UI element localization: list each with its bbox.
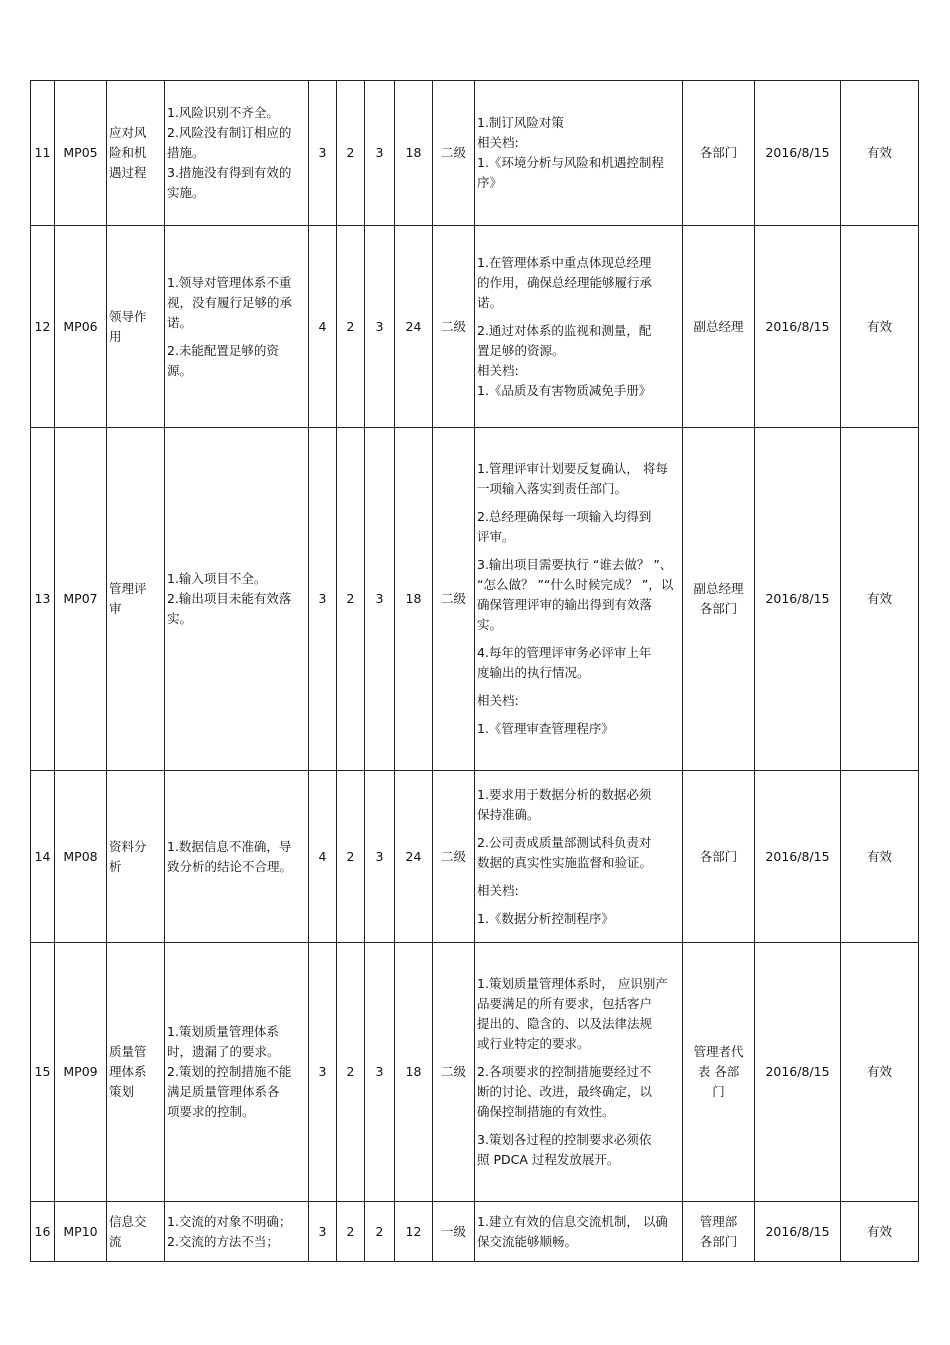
status-value: 有效 bbox=[866, 848, 892, 864]
measure-line: 3.输出项目需要执行 “谁去做？ ”、 bbox=[477, 557, 673, 572]
row-number: 14 bbox=[34, 848, 51, 864]
risk-line: 诺。 bbox=[167, 314, 193, 330]
severity-value: 3 bbox=[318, 1064, 327, 1079]
measures-cell bbox=[475, 81, 683, 226]
department-line: 管理部 bbox=[699, 1213, 738, 1229]
risk-line: 1.交流的对象不明确； bbox=[167, 1213, 292, 1229]
risk-level-cell bbox=[433, 81, 475, 226]
rpn-value: 18 bbox=[405, 1064, 422, 1079]
severity-cell bbox=[309, 1202, 337, 1262]
risk-description-cell bbox=[165, 771, 309, 943]
measure-line: 度输出的执行情况。 bbox=[477, 665, 590, 680]
detection-value: 3 bbox=[375, 848, 384, 864]
status-value: 有效 bbox=[866, 1064, 892, 1079]
risk-level: 一级 bbox=[440, 1223, 466, 1239]
measure-line: 1.《管理审查管理程序》 bbox=[477, 721, 614, 736]
process-code-cell bbox=[55, 1202, 107, 1262]
risk-line: 1.领导对管理体系不重 bbox=[167, 274, 292, 290]
process-code-cell bbox=[55, 81, 107, 226]
measure-line: 相关档: bbox=[477, 362, 519, 378]
department-cell bbox=[683, 943, 755, 1202]
status-value: 有效 bbox=[866, 318, 892, 334]
measure-line: 置足够的资源。 bbox=[477, 342, 565, 358]
measure-line: 诺。 bbox=[477, 294, 503, 310]
date-value: 2016/8/15 bbox=[765, 848, 830, 864]
department-cell bbox=[683, 226, 755, 428]
department-line: 各部门 bbox=[699, 145, 738, 160]
occurrence-cell bbox=[337, 771, 365, 943]
rpn-value: 18 bbox=[405, 145, 422, 160]
risk-line: 1.风险识别不齐全。 bbox=[167, 105, 279, 120]
date-value: 2016/8/15 bbox=[765, 1064, 830, 1079]
occurrence-cell bbox=[337, 943, 365, 1202]
status-value: 有效 bbox=[866, 1223, 892, 1239]
status-cell bbox=[841, 1202, 919, 1262]
severity-cell bbox=[309, 771, 337, 943]
process-code: MP08 bbox=[63, 848, 98, 864]
measures-cell bbox=[475, 771, 683, 943]
process-code: MP07 bbox=[63, 591, 98, 606]
process-name-line: 领导作 bbox=[109, 308, 147, 324]
risk-line: 1.输入项目不全。 bbox=[167, 571, 267, 586]
row-number: 15 bbox=[34, 1064, 51, 1079]
risk-line: 2.策划的控制措施不能 bbox=[167, 1064, 292, 1079]
department-cell bbox=[683, 1202, 755, 1262]
row-number-cell bbox=[31, 771, 55, 943]
measures-cell bbox=[475, 428, 683, 771]
paragraph-gap bbox=[167, 333, 306, 341]
risk-level-cell bbox=[433, 771, 475, 943]
severity-cell bbox=[309, 428, 337, 771]
risk-level-cell bbox=[433, 226, 475, 428]
paragraph-gap bbox=[477, 1054, 680, 1062]
date-value: 2016/8/15 bbox=[765, 318, 830, 334]
process-code: MP09 bbox=[63, 1064, 98, 1079]
measure-line: 1.《数据分析控制程序》 bbox=[477, 910, 614, 926]
process-name-line: 质量管 bbox=[109, 1044, 147, 1059]
status-value: 有效 bbox=[866, 591, 892, 606]
detection-cell bbox=[365, 1202, 395, 1262]
rpn-value: 18 bbox=[405, 591, 422, 606]
date-cell bbox=[755, 428, 841, 771]
detection-value: 3 bbox=[375, 591, 384, 606]
risk-line: 实。 bbox=[167, 611, 193, 626]
process-code-cell bbox=[55, 771, 107, 943]
table-row bbox=[31, 81, 919, 226]
department-line: 管理者代 bbox=[693, 1044, 744, 1059]
status-cell bbox=[841, 81, 919, 226]
table-row bbox=[31, 226, 919, 428]
detection-cell bbox=[365, 226, 395, 428]
row-number: 13 bbox=[34, 591, 51, 606]
date-value: 2016/8/15 bbox=[765, 591, 830, 606]
risk-description-cell bbox=[165, 428, 309, 771]
department-line: 表 各部 bbox=[697, 1064, 740, 1079]
paragraph-gap bbox=[477, 825, 680, 833]
measure-line: 断的讨论、改进，最终确定，以 bbox=[477, 1084, 653, 1099]
risk-description-cell bbox=[165, 943, 309, 1202]
measure-line: 相关档: bbox=[477, 693, 519, 708]
measure-line: 确保控制措施的有效性。 bbox=[477, 1104, 615, 1119]
process-name-line: 流 bbox=[109, 1233, 122, 1249]
paragraph-gap bbox=[477, 547, 680, 555]
process-name-cell bbox=[107, 428, 165, 771]
process-name-line: 险和机 bbox=[109, 145, 147, 160]
risk-line: 3.措施没有得到有效的 bbox=[167, 165, 292, 180]
measure-line: 1.制订风险对策 bbox=[477, 115, 564, 130]
process-name-line: 管理评 bbox=[109, 581, 147, 596]
department-line: 门 bbox=[712, 1084, 725, 1099]
detection-cell bbox=[365, 428, 395, 771]
occurrence-cell bbox=[337, 226, 365, 428]
row-number-cell bbox=[31, 81, 55, 226]
risk-level: 二级 bbox=[440, 1064, 466, 1079]
measures-cell bbox=[475, 943, 683, 1202]
measure-line: 1.策划质量管理体系时， 应识别产 bbox=[477, 976, 668, 991]
date-cell bbox=[755, 943, 841, 1202]
occurrence-value: 2 bbox=[346, 591, 355, 606]
status-cell bbox=[841, 943, 919, 1202]
process-code-cell bbox=[55, 428, 107, 771]
risk-line: 措施。 bbox=[167, 145, 205, 160]
risk-line: 致分析的结论不合理。 bbox=[167, 858, 293, 874]
rpn-cell bbox=[395, 428, 433, 771]
measure-line: 品要满足的所有要求，包括客户 bbox=[477, 996, 653, 1011]
risk-level: 二级 bbox=[440, 145, 466, 160]
paragraph-gap bbox=[477, 711, 680, 719]
measure-line: 实。 bbox=[477, 617, 503, 632]
severity-value: 3 bbox=[318, 591, 327, 606]
row-number: 11 bbox=[34, 145, 51, 160]
measure-line: 序》 bbox=[477, 175, 503, 190]
row-number: 16 bbox=[34, 1223, 51, 1239]
process-code: MP06 bbox=[63, 318, 98, 334]
department-cell bbox=[683, 81, 755, 226]
row-number-cell bbox=[31, 226, 55, 428]
measure-line: 保持准确。 bbox=[477, 806, 540, 822]
process-name-cell bbox=[107, 943, 165, 1202]
severity-value: 4 bbox=[318, 318, 327, 334]
severity-cell bbox=[309, 943, 337, 1202]
risk-line: 2.未能配置足够的资 bbox=[167, 342, 279, 358]
date-value: 2016/8/15 bbox=[765, 145, 830, 160]
risk-level: 二级 bbox=[440, 318, 466, 334]
risk-line: 2.交流的方法不当； bbox=[167, 1233, 279, 1249]
measure-line: 一项输入落实到责任部门。 bbox=[477, 481, 628, 496]
measure-line: 保交流能够顺畅。 bbox=[477, 1233, 578, 1249]
status-cell bbox=[841, 428, 919, 771]
row-number: 12 bbox=[34, 318, 51, 334]
detection-cell bbox=[365, 771, 395, 943]
process-code-cell bbox=[55, 943, 107, 1202]
measure-line: 的作用，确保总经理能够履行承 bbox=[477, 274, 653, 290]
risk-description-cell bbox=[165, 1202, 309, 1262]
department-line: 各部门 bbox=[699, 601, 738, 616]
row-number-cell bbox=[31, 943, 55, 1202]
table-row bbox=[31, 943, 919, 1202]
measure-line: 相关档: bbox=[477, 135, 519, 150]
paragraph-gap bbox=[477, 635, 680, 643]
measure-line: 3.策划各过程的控制要求必须依 bbox=[477, 1132, 652, 1147]
date-cell bbox=[755, 226, 841, 428]
risk-line: 1.数据信息不准确，导 bbox=[167, 838, 292, 854]
measure-line: 2.通过对体系的监视和测量，配 bbox=[477, 322, 652, 338]
process-name-line: 析 bbox=[109, 858, 122, 874]
measure-line: 1.要求用于数据分析的数据必须 bbox=[477, 786, 652, 802]
measure-line: 1.在管理体系中重点体现总经理 bbox=[477, 254, 652, 270]
rpn-value: 12 bbox=[405, 1223, 422, 1239]
department-line: 各部门 bbox=[699, 848, 738, 864]
occurrence-value: 2 bbox=[346, 145, 355, 160]
process-name-line: 信息交 bbox=[109, 1213, 147, 1229]
department-cell bbox=[683, 428, 755, 771]
table-row bbox=[31, 428, 919, 771]
measure-line: 4.每年的管理评审务必评审上年 bbox=[477, 645, 652, 660]
detection-cell bbox=[365, 943, 395, 1202]
row-number-cell bbox=[31, 428, 55, 771]
process-code: MP05 bbox=[63, 145, 98, 160]
department-line: 各部门 bbox=[699, 1233, 738, 1249]
process-name-cell bbox=[107, 226, 165, 428]
rpn-cell bbox=[395, 943, 433, 1202]
department-line: 副总经理 bbox=[693, 581, 744, 596]
occurrence-value: 2 bbox=[346, 318, 355, 334]
measure-line: 1.《品质及有害物质减免手册》 bbox=[477, 382, 652, 398]
department-cell bbox=[683, 771, 755, 943]
detection-value: 3 bbox=[375, 145, 384, 160]
date-cell bbox=[755, 1202, 841, 1262]
risk-level-cell bbox=[433, 1202, 475, 1262]
risk-description-cell bbox=[165, 226, 309, 428]
process-name-line: 理体系 bbox=[109, 1064, 147, 1079]
risk-level: 二级 bbox=[440, 848, 466, 864]
rpn-cell bbox=[395, 771, 433, 943]
measures-cell bbox=[475, 1202, 683, 1262]
measure-line: 2.各项要求的控制措施要经过不 bbox=[477, 1064, 652, 1079]
status-cell bbox=[841, 771, 919, 943]
department-line: 副总经理 bbox=[693, 318, 744, 334]
paragraph-gap bbox=[477, 901, 680, 909]
occurrence-cell bbox=[337, 81, 365, 226]
process-name-line: 遇过程 bbox=[109, 165, 147, 180]
risk-level: 二级 bbox=[440, 591, 466, 606]
risk-line: 1.策划质量管理体系 bbox=[167, 1024, 279, 1039]
measure-line: 数据的真实性实施监督和验证。 bbox=[477, 854, 653, 870]
table-row bbox=[31, 771, 919, 943]
process-name-cell bbox=[107, 81, 165, 226]
measures-cell bbox=[475, 226, 683, 428]
process-name-cell bbox=[107, 1202, 165, 1262]
measure-line: 相关档: bbox=[477, 882, 519, 898]
risk-level-cell bbox=[433, 428, 475, 771]
measure-line: 1.管理评审计划要反复确认， 将每 bbox=[477, 461, 668, 476]
status-value: 有效 bbox=[866, 145, 892, 160]
severity-cell bbox=[309, 226, 337, 428]
paragraph-gap bbox=[477, 313, 680, 321]
process-code: MP10 bbox=[63, 1223, 98, 1239]
rpn-value: 24 bbox=[405, 318, 422, 334]
table-row bbox=[31, 1202, 919, 1262]
process-name-line: 应对风 bbox=[109, 125, 147, 140]
measure-line: 评审。 bbox=[477, 529, 515, 544]
detection-value: 2 bbox=[375, 1223, 384, 1239]
process-name-line: 策划 bbox=[109, 1084, 135, 1099]
severity-value: 4 bbox=[318, 848, 327, 864]
paragraph-gap bbox=[477, 1122, 680, 1130]
risk-line: 满足质量管理体系各 bbox=[167, 1084, 280, 1099]
occurrence-value: 2 bbox=[346, 1064, 355, 1079]
measure-line: 1.建立有效的信息交流机制， 以确 bbox=[477, 1213, 668, 1229]
risk-line: 项要求的控制。 bbox=[167, 1104, 255, 1119]
measure-line: 或行业特定的要求。 bbox=[477, 1036, 590, 1051]
date-cell bbox=[755, 81, 841, 226]
severity-value: 3 bbox=[318, 1223, 327, 1239]
rpn-cell bbox=[395, 226, 433, 428]
table-body bbox=[31, 81, 919, 1262]
process-code-cell bbox=[55, 226, 107, 428]
process-name-line: 审 bbox=[109, 601, 122, 616]
detection-cell bbox=[365, 81, 395, 226]
process-name-line: 资料分 bbox=[109, 838, 147, 854]
risk-line: 实施。 bbox=[167, 185, 205, 200]
measure-line: 确保管理评审的输出得到有效落 bbox=[477, 597, 653, 612]
risk-level-cell bbox=[433, 943, 475, 1202]
occurrence-value: 2 bbox=[346, 848, 355, 864]
measure-line: 1.《环境分析与风险和机遇控制程 bbox=[477, 155, 664, 170]
rpn-cell bbox=[395, 81, 433, 226]
measure-line: 2.总经理确保每一项输入均得到 bbox=[477, 509, 652, 524]
detection-value: 3 bbox=[375, 318, 384, 334]
occurrence-cell bbox=[337, 428, 365, 771]
measure-line: 2.公司责成质量部测试科负责对 bbox=[477, 834, 652, 850]
paragraph-gap bbox=[477, 683, 680, 691]
measure-line: 提出的、隐含的、以及法律法规 bbox=[477, 1016, 653, 1031]
detection-value: 3 bbox=[375, 1064, 384, 1079]
risk-line: 2.风险没有制订相应的 bbox=[167, 125, 292, 140]
risk-description-cell bbox=[165, 81, 309, 226]
severity-cell bbox=[309, 81, 337, 226]
risk-line: 2.输出项目未能有效落 bbox=[167, 591, 292, 606]
rpn-cell bbox=[395, 1202, 433, 1262]
occurrence-cell bbox=[337, 1202, 365, 1262]
process-name-cell bbox=[107, 771, 165, 943]
rpn-value: 24 bbox=[405, 848, 422, 864]
process-name-line: 用 bbox=[109, 328, 122, 344]
risk-line: 视，没有履行足够的承 bbox=[167, 294, 293, 310]
status-cell bbox=[841, 226, 919, 428]
risk-table bbox=[30, 80, 919, 1262]
paragraph-gap bbox=[477, 499, 680, 507]
severity-value: 3 bbox=[318, 145, 327, 160]
date-value: 2016/8/15 bbox=[765, 1223, 830, 1239]
date-cell bbox=[755, 771, 841, 943]
occurrence-value: 2 bbox=[346, 1223, 355, 1239]
measure-line: 照 PDCA 过程发放展开。 bbox=[477, 1152, 620, 1167]
row-number-cell bbox=[31, 1202, 55, 1262]
measure-line: “怎么做？ ”“什么时候完成？ ”，以 bbox=[477, 577, 674, 592]
paragraph-gap bbox=[477, 873, 680, 881]
risk-line: 时，遗漏了的要求。 bbox=[167, 1044, 280, 1059]
risk-line: 源。 bbox=[167, 362, 193, 378]
